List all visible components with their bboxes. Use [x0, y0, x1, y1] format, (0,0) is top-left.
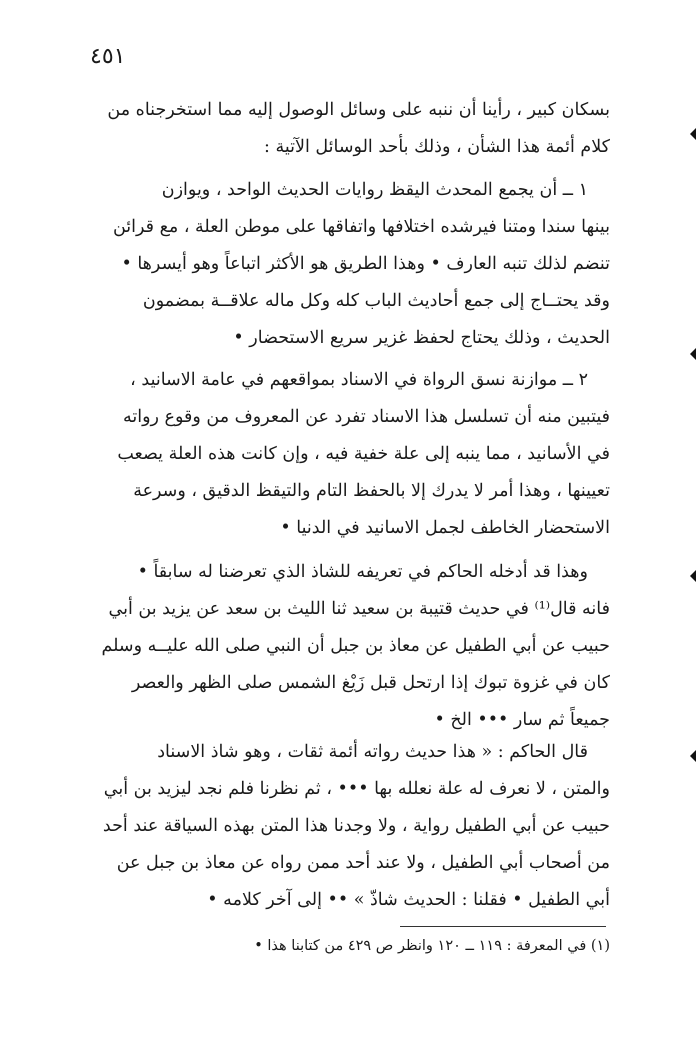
page-edge-mark	[690, 128, 696, 140]
text-line: وهذا قد أدخله الحاكم في تعريفه للشاذ الذي تعرضنا له سابقاً •	[137, 562, 588, 582]
page-edge-mark	[690, 348, 696, 360]
text-line: أبي الطفيل • فقلنا : الحديث شاذّ » •• إلى آخر كلامه •	[207, 890, 610, 910]
page-number: ٤٥١	[90, 44, 126, 69]
text-line: تنضم لذلك تنبه العارف • وهذا الطريق هو الأكثر اتباعاً وهو أيسرها •	[121, 254, 610, 274]
text-line: من أصحاب أبي الطفيل ، ولا عند أحد ممن رواه عن معاذ بن جبل عن	[116, 853, 610, 873]
hakim-example-paragraph	[100, 554, 610, 739]
text-line: الاستحضار الخاطف لجمل الاسانيد في الدنيا •	[280, 518, 610, 538]
text-line: فيتبين منه أن تسلسل هذا الاسناد تفرد عن المعروف من وقوع رواته	[122, 407, 610, 427]
text-line: في الأسانيد ، مما ينبه إلى علة خفية فيه ، وإن كانت هذه العلة يصعب	[117, 444, 610, 464]
text-line: ٢ ــ موازنة نسق الرواة في الاسناد بمواقعهم في عامة الاسانيد ،	[130, 370, 588, 390]
text-line: والمتن ، لا نعرف له علة نعلله بها ••• ، ثم نظرنا فلم نجد ليزيد بن أبي	[103, 779, 610, 799]
text-line: بسكان كبير ، رأينا أن ننبه على وسائل الوصول إليه مما استخرجناه من	[107, 100, 610, 120]
text-line: بينها سندا ومتنا فيرشده اختلافها واتفاقها على موطن العلة ، مع قرائن	[112, 217, 610, 237]
text-line: تعيينها ، وهذا أمر لا يدرك إلا بالحفظ التام والتيقظ الدقيق ، وسرعة	[133, 481, 610, 501]
text-line: الحديث ، وذلك يحتاج لحفظ غزير سريع الاستحضار •	[233, 328, 610, 348]
page-edge-mark	[690, 570, 696, 582]
text-line: وقد يحتــاج إلى جمع أحاديث الباب كله وكل ماله علاقــة بمضمون	[142, 291, 610, 311]
text-line: حبيب عن أبي الطفيل رواية ، ولا وجدنا هذا المتن بهذه السياقة عند أحد	[102, 816, 610, 836]
page-edge-mark	[690, 750, 696, 762]
text-line: قال الحاكم : « هذا حديث رواته أئمة ثقات ، وهو شاذ الاسناد	[157, 742, 588, 762]
text-line: فانه قال⁽¹⁾ في حديث قتيبة بن سعيد ثنا الليث بن سعد عن يزيد بن أبي	[108, 599, 610, 619]
text-line: كلام أئمة هذا الشأن ، وذلك بأحد الوسائل الآتية :	[264, 137, 610, 157]
intro-paragraph	[100, 92, 610, 166]
method-one-paragraph	[100, 172, 610, 357]
footnote: (١) في المعرفة : ١١٩ ــ ١٢٠ وانظر ص ٤٢٩ من كتابنا هذا •	[254, 938, 610, 954]
hakim-quote-paragraph	[100, 734, 610, 919]
text-line: جميعاً ثم سار ••• الخ •	[434, 710, 610, 730]
text-line: كان في غزوة تبوك إذا ارتحل قبل زَيْغ الشمس صلى الظهر والعصر	[131, 673, 610, 693]
text-line: ١ ــ أن يجمع المحدث اليقظ روايات الحديث الواحد ، ويوازن	[161, 180, 588, 200]
method-two-paragraph	[100, 362, 610, 547]
text-line: حبيب عن أبي الطفيل عن معاذ بن جبل أن النبي صلى الله عليــه وسلم	[101, 636, 610, 656]
footnote-divider	[400, 926, 606, 927]
